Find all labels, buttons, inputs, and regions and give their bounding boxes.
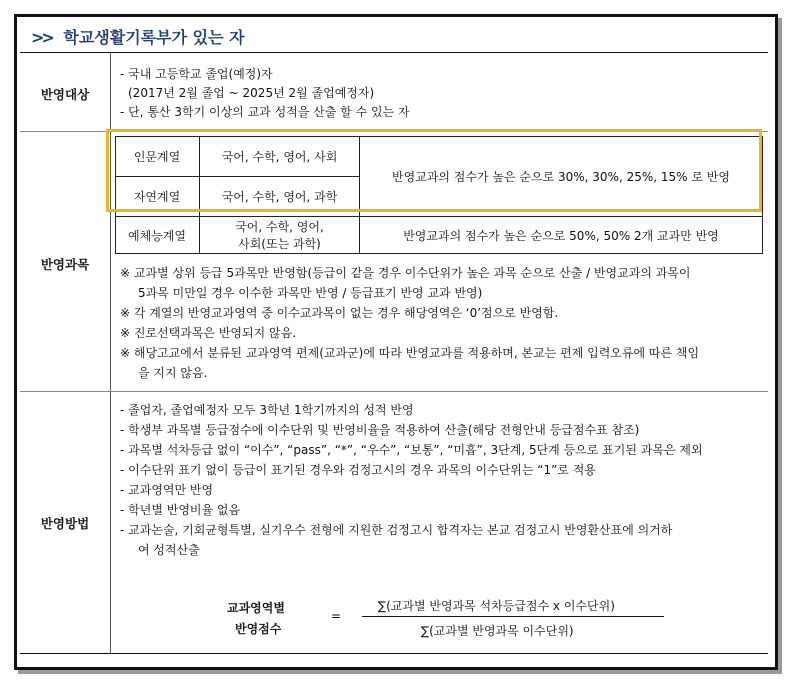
formula-denominator: ∑(교과별 반영과목 이수단위) bbox=[421, 624, 574, 638]
target-line: (2017년 2월 졸업 ~ 2025년 2월 졸업예정자) bbox=[128, 86, 375, 100]
subjects-arts-line: 국어, 수학, 영어, bbox=[235, 219, 324, 234]
formula-equals: = bbox=[331, 609, 342, 623]
subjects-arts-line: 사회(또는 과학) bbox=[238, 236, 321, 251]
method-line: - 교과논술, 기회균형특별, 실기우수 전형에 지원한 검정고시 합격자는 본교 검정고시 반영환산표에 의거하 bbox=[120, 523, 673, 537]
method-line: 여 성적산출 bbox=[138, 543, 200, 557]
subjects-label: 반영과목 bbox=[40, 257, 90, 272]
bottom-rule bbox=[20, 653, 768, 654]
note-line: ※ 각 계열의 반영교과영역 중 이수교과목이 없는 경우 해당영역은 ‘0’점으로 반영함. bbox=[120, 306, 559, 320]
method-line: - 학년별 반영비율 없음 bbox=[120, 503, 241, 517]
formula-numerator: ∑(교과별 반영과목 석차등급점수 x 이수단위) bbox=[378, 599, 615, 613]
track-humanities: 인문계열 bbox=[133, 150, 181, 164]
method-label: 반영방법 bbox=[40, 516, 90, 531]
method-line: - 졸업자, 졸업예정자 모두 3학년 1학기까지의 성적 반영 bbox=[120, 403, 414, 417]
track-arts: 예체능계열 bbox=[128, 229, 186, 243]
note-line: ※ 해당고교에서 분류된 교과영역 편제(교과군)에 따라 반영교과를 적용하며, 본교는 편제 입력오류에 따른 책임 bbox=[120, 346, 700, 360]
ratio-arts: 반영교과의 점수가 높은 순으로 50%, 50% 2개 교과만 반영 bbox=[403, 229, 719, 243]
top-rule bbox=[20, 52, 768, 53]
section-title-text: 학교생활기록부가 있는 자 bbox=[63, 28, 245, 47]
method-line: - 과목별 석차등급 없이 “이수”, “pass”, “*”, “우수”, “보통”, “미흡”, 3단계, 5단계 등으로 표기된 과목은 제외 bbox=[120, 443, 703, 457]
method-line: - 학생부 과목별 등급점수에 이수단위 및 반영비율을 적용하여 산출(해당 전형안내 등급점수표 참조) bbox=[120, 423, 640, 437]
row-divider bbox=[20, 391, 768, 392]
target-line: - 단, 통산 3학기 이상의 교과 성적을 산출 할 수 있는 자 bbox=[120, 105, 410, 119]
ratio-main: 반영교과의 점수가 높은 순으로 30%, 30%, 25%, 15% 로 반영 bbox=[392, 170, 730, 184]
note-line: ※ 교과별 상위 등급 5과목만 반영함(등급이 같을 경우 이수단위가 높은 과목 순으로 산출 / 반영교과의 과목이 bbox=[120, 266, 691, 280]
subjects-natural: 국어, 수학, 영어, 과학 bbox=[221, 190, 338, 204]
subjects-arts bbox=[200, 217, 359, 254]
note-line: 을 지지 않음. bbox=[138, 366, 208, 380]
method-line: - 이수단위 표기 없이 등급이 표기된 경우와 검정고시의 경우 과목의 이수단위는 “1”로 적용 bbox=[120, 463, 596, 477]
formula-left-line2: 반영점수 bbox=[235, 622, 282, 636]
track-natural: 자연계열 bbox=[133, 190, 181, 204]
note-line: ※ 진로선택과목은 반영되지 않음. bbox=[120, 326, 297, 340]
double-chevron-icon: >> bbox=[31, 28, 52, 47]
fraction-bar bbox=[362, 616, 664, 617]
formula-left-line1: 교과영역별 bbox=[227, 601, 285, 615]
section-title bbox=[31, 25, 245, 48]
note-line: 5과목 미만일 경우 이수한 과목만 반영 / 등급표기 반영 교과 반영) bbox=[138, 286, 483, 300]
target-label: 반영대상 bbox=[40, 87, 90, 102]
admission-card bbox=[14, 14, 778, 670]
target-line: - 국내 고등학교 졸업(예정)자 bbox=[120, 67, 273, 81]
method-line: - 교과영역만 반영 bbox=[120, 483, 214, 497]
subjects-humanities: 국어, 수학, 영어, 사회 bbox=[221, 150, 338, 164]
highlight-box bbox=[106, 129, 762, 212]
